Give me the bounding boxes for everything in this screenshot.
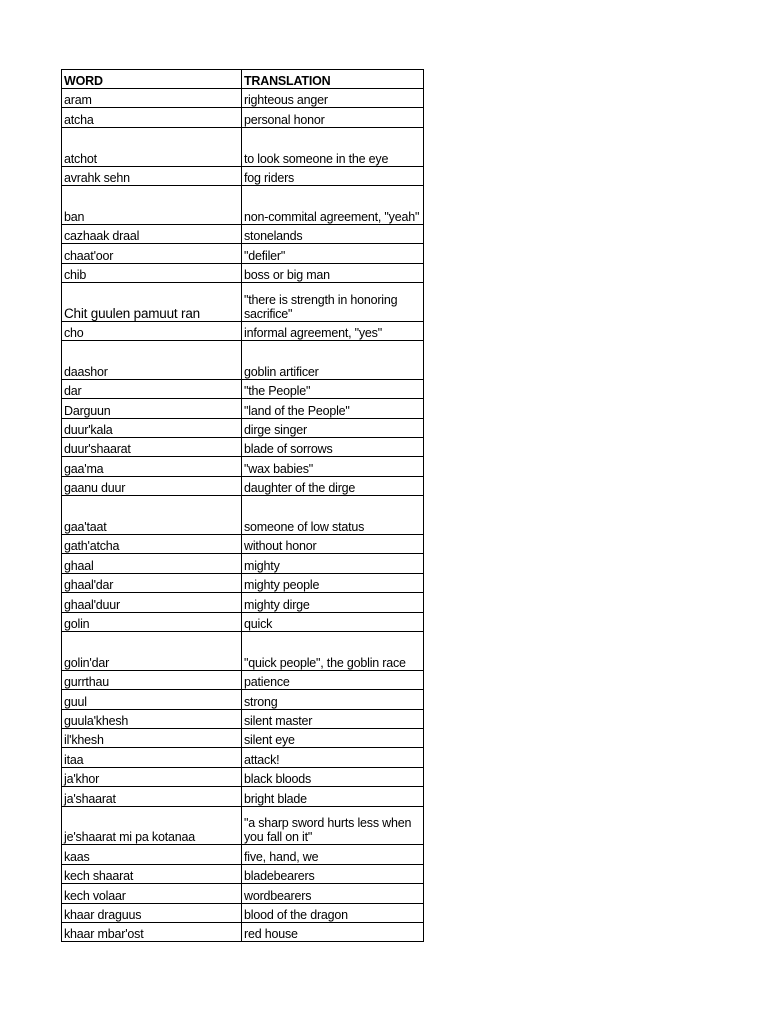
word-cell: ja'khor [62,767,242,786]
word-cell: atcha [62,108,242,127]
translation-cell: bladebearers [242,864,424,883]
word-cell: itaa [62,748,242,767]
word-cell: ban [62,185,242,224]
table-row [62,282,424,321]
table-row [62,166,424,185]
translation-cell: strong [242,690,424,709]
translation-cell: silent eye [242,728,424,747]
word-cell: cho [62,321,242,340]
word-cell: avrahk sehn [62,166,242,185]
table-row [62,787,424,806]
table-row [62,476,424,495]
word-cell: golin [62,612,242,631]
word-cell: Chit guulen pamuut ran [62,282,242,321]
word-cell: Darguun [62,399,242,418]
translation-cell: wordbearers [242,884,424,903]
word-cell: khaar draguus [62,903,242,922]
table-row [62,379,424,398]
word-cell: ghaal [62,554,242,573]
translation-cell: someone of low status [242,496,424,535]
table-row [62,709,424,728]
translation-cell: mighty dirge [242,593,424,612]
table-row [62,690,424,709]
word-cell: chaat'oor [62,244,242,263]
translation-cell: silent master [242,709,424,728]
translation-cell: "quick people", the goblin race [242,632,424,671]
table-row [62,670,424,689]
word-cell: guula'khesh [62,709,242,728]
word-cell: ghaal'duur [62,593,242,612]
word-cell: duur'kala [62,418,242,437]
word-cell: khaar mbar'ost [62,922,242,941]
table-row [62,845,424,864]
table-row [62,728,424,747]
translation-cell: red house [242,922,424,941]
word-cell: chib [62,263,242,282]
translation-cell: mighty [242,554,424,573]
table-row [62,806,424,845]
word-cell: gurrthau [62,670,242,689]
table-row [62,127,424,166]
translation-cell: patience [242,670,424,689]
translation-cell: daughter of the dirge [242,476,424,495]
table-row [62,554,424,573]
word-cell: daashor [62,341,242,380]
translation-cell: righteous anger [242,89,424,108]
translation-cell: five, hand, we [242,845,424,864]
translation-cell: without honor [242,535,424,554]
table-row [62,418,424,437]
table-row [62,748,424,767]
word-cell: aram [62,89,242,108]
translation-cell: fog riders [242,166,424,185]
word-cell: je'shaarat mi pa kotanaa [62,806,242,845]
word-cell: il'khesh [62,728,242,747]
word-cell: cazhaak draal [62,224,242,243]
table-row [62,612,424,631]
word-cell: ghaal'dar [62,573,242,592]
word-column-header: WORD [62,70,242,89]
translation-cell: "defiler" [242,244,424,263]
translation-cell: dirge singer [242,418,424,437]
table-row [62,185,424,224]
word-cell: dar [62,379,242,398]
table-row [62,864,424,883]
translation-cell: stonelands [242,224,424,243]
table-row [62,593,424,612]
word-cell: gath'atcha [62,535,242,554]
translation-cell: black bloods [242,767,424,786]
word-cell: ja'shaarat [62,787,242,806]
table-row [62,263,424,282]
translation-cell: to look someone in the eye [242,127,424,166]
translation-cell: blade of sorrows [242,438,424,457]
table-row [62,573,424,592]
translation-column-header: TRANSLATION [242,70,424,89]
header-row [62,70,424,89]
word-cell: gaanu duur [62,476,242,495]
translation-cell: "there is strength in honoring sacrifice" [242,282,424,321]
table-row [62,884,424,903]
word-cell: golin'dar [62,632,242,671]
table-row [62,922,424,941]
word-cell: gaa'taat [62,496,242,535]
translation-cell: attack! [242,748,424,767]
translation-cell: "the People" [242,379,424,398]
translation-cell: bright blade [242,787,424,806]
translation-cell: personal honor [242,108,424,127]
translation-cell: boss or big man [242,263,424,282]
table-row [62,224,424,243]
word-cell: gaa'ma [62,457,242,476]
table-row [62,341,424,380]
table-row [62,903,424,922]
table-row [62,496,424,535]
translation-cell: goblin artificer [242,341,424,380]
table-row [62,244,424,263]
glossary-table [61,69,424,942]
word-cell: duur'shaarat [62,438,242,457]
translation-cell: blood of the dragon [242,903,424,922]
translation-cell: mighty people [242,573,424,592]
table-row [62,321,424,340]
word-cell: kech shaarat [62,864,242,883]
table-row [62,108,424,127]
translation-cell: non-commital agreement, "yeah" [242,185,424,224]
table-row [62,457,424,476]
word-cell: kaas [62,845,242,864]
word-cell: atchot [62,127,242,166]
translation-cell: "wax babies" [242,457,424,476]
word-cell: kech volaar [62,884,242,903]
table-row [62,399,424,418]
word-cell: guul [62,690,242,709]
translation-cell: informal agreement, "yes" [242,321,424,340]
table-row [62,535,424,554]
translation-cell: "a sharp sword hurts less when you fall on it" [242,806,424,845]
table-row [62,632,424,671]
translation-cell: quick [242,612,424,631]
table-row [62,767,424,786]
table-row [62,89,424,108]
translation-cell: "land of the People" [242,399,424,418]
table-row [62,438,424,457]
